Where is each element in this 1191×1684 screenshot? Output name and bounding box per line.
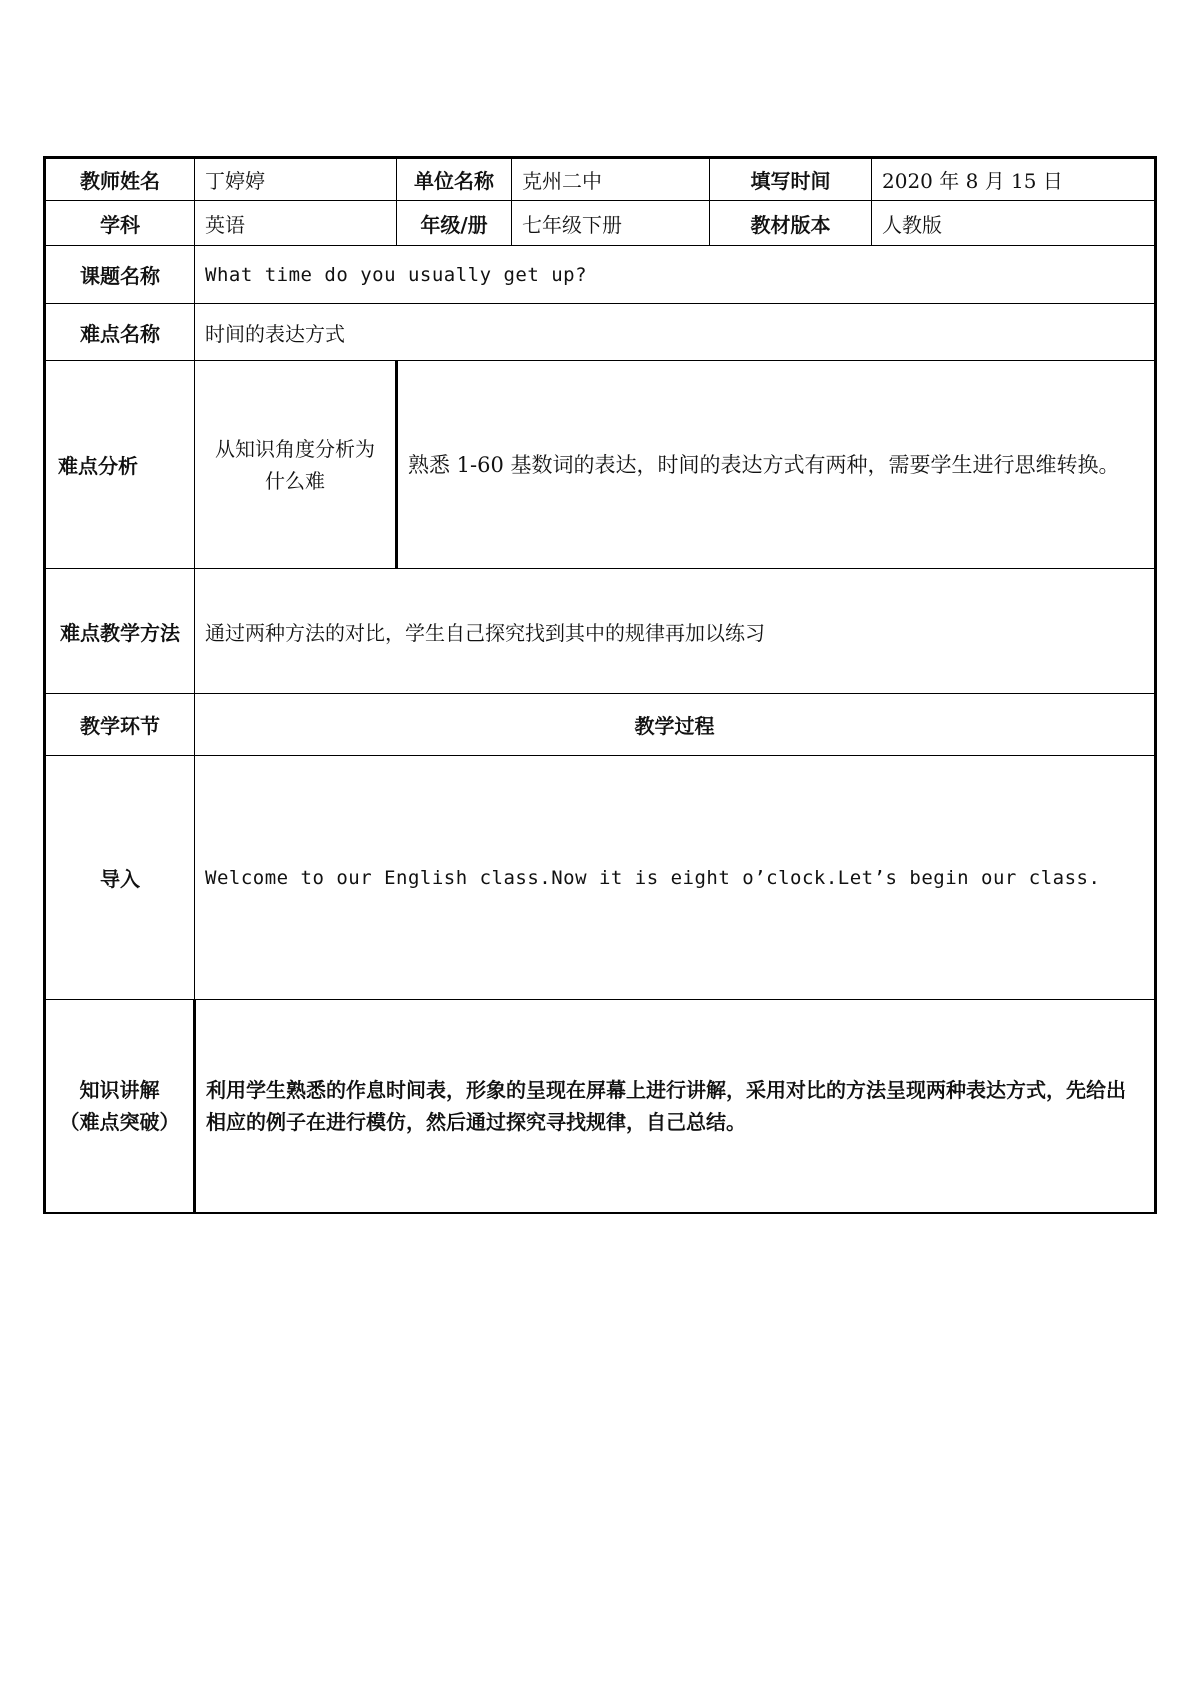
difficulty-label: 难点名称 — [45, 304, 195, 361]
unit-value: 克州二中 — [512, 158, 710, 201]
row-difficulty — [45, 304, 1156, 361]
row-process-header — [45, 694, 1156, 756]
row-teacher — [45, 158, 1156, 201]
analysis-sublabel: 从知识角度分析为什么难 — [195, 361, 397, 569]
method-label: 难点教学方法 — [45, 569, 195, 694]
subject-label: 学科 — [45, 201, 195, 246]
topic-label: 课题名称 — [45, 246, 195, 304]
knowledge-value: 利用学生熟悉的作息时间表，形象的呈现在屏幕上进行讲解，采用对比的方法呈现两种表达方式，先给出相应的例子在进行模仿，然后通过探究寻找规律，自己总结。 — [195, 1000, 1156, 1213]
grade-value: 七年级下册 — [512, 201, 710, 246]
row-subject — [45, 201, 1156, 246]
topic-value: What time do you usually get up? — [195, 246, 1156, 304]
knowledge-label — [45, 1000, 195, 1213]
row-analysis — [45, 361, 1156, 569]
intro-value: Welcome to our English class.Now it is eight o’clock.Let’s begin our class. — [195, 756, 1156, 1000]
date-value: 2020 年 8 月 15 日 — [872, 158, 1156, 201]
lesson-plan-table — [43, 156, 1157, 1214]
stage-header: 教学环节 — [45, 694, 195, 756]
process-header: 教学过程 — [195, 694, 1156, 756]
row-knowledge — [45, 1000, 1156, 1213]
teacher-value: 丁婷婷 — [195, 158, 397, 201]
row-topic — [45, 246, 1156, 304]
knowledge-label-line1: 知识讲解 — [79, 1077, 160, 1102]
intro-label: 导入 — [45, 756, 195, 1000]
teacher-label: 教师姓名 — [45, 158, 195, 201]
difficulty-value: 时间的表达方式 — [195, 304, 1156, 361]
method-value: 通过两种方法的对比，学生自己探究找到其中的规律再加以练习 — [195, 569, 1156, 694]
row-method — [45, 569, 1156, 694]
date-label: 填写时间 — [710, 158, 872, 201]
knowledge-label-line2: （难点突破） — [59, 1109, 180, 1134]
grade-label: 年级/册 — [397, 201, 512, 246]
analysis-label: 难点分析 — [45, 361, 195, 569]
subject-value: 英语 — [195, 201, 397, 246]
edition-label: 教材版本 — [710, 201, 872, 246]
edition-value: 人教版 — [872, 201, 1156, 246]
row-intro — [45, 756, 1156, 1000]
analysis-value: 熟悉 1-60 基数词的表达，时间的表达方式有两种，需要学生进行思维转换。 — [397, 361, 1156, 569]
unit-label: 单位名称 — [397, 158, 512, 201]
